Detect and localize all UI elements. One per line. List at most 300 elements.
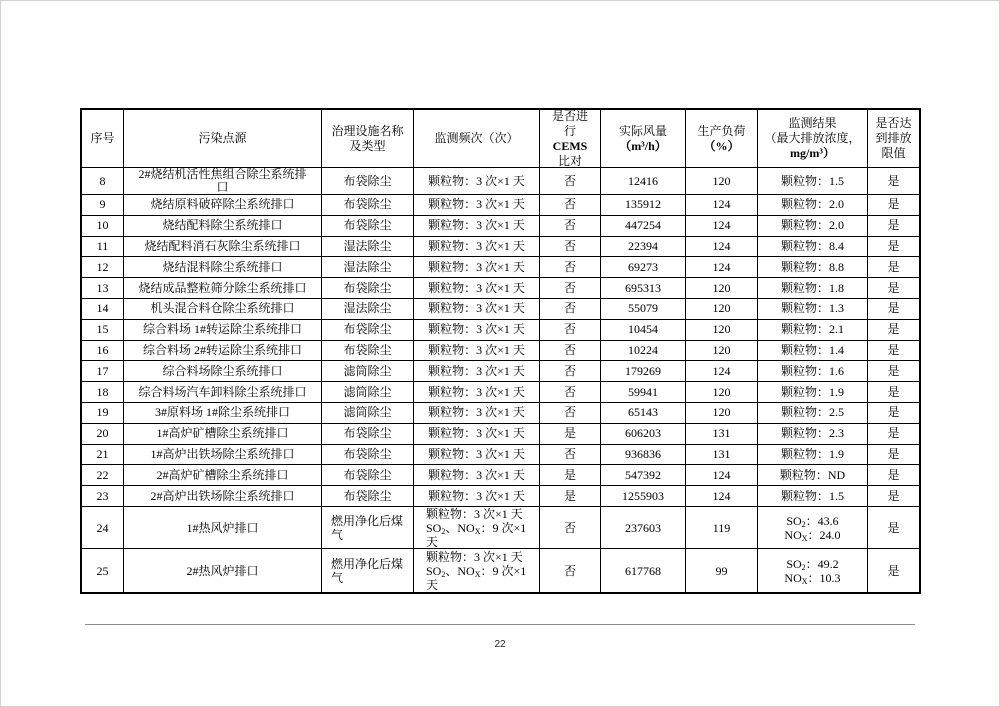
table-row [82,465,919,486]
cell-facility [322,361,414,381]
table-row [82,195,919,216]
cell-text: 颗粒物：3 次×1 天 [428,280,525,295]
header-line: CEMS [552,138,588,153]
cell-text: 是 [887,197,900,212]
text-segment: NO [784,570,802,585]
cell-text: 124 [712,259,731,274]
text-segment: 、NO [445,563,475,578]
cell-text: 606203 [625,426,661,441]
subscript: 2 [801,519,806,529]
cell-text: 124 [712,488,731,503]
cell-text: 布袋除尘 [343,426,392,441]
cell-compliant [868,299,919,319]
cell-text: 否 [563,405,576,420]
cell-load [686,361,758,381]
cell-line [786,514,838,528]
cell-text: 59941 [628,384,658,399]
cell-source [124,278,322,298]
cell-compliant [868,549,919,592]
cell-line [784,528,840,542]
cell-text: 是 [887,446,900,461]
cell-airflow [601,486,686,506]
cell-text: 机头混合料仓除尘系统排口 [150,301,295,316]
cell-text: 颗粒物：3 次×1 天 [428,363,525,378]
cell-result [758,168,868,194]
cell-text: 20 [96,426,109,441]
cell-result [758,465,868,485]
cell-airflow [601,341,686,361]
cell-text: 237603 [625,520,661,535]
cell-source [124,237,322,257]
subscript: 2 [441,569,446,579]
cell-load [686,549,758,592]
cell-facility [322,341,414,361]
cell-text: 是 [887,238,900,253]
subscript: X [474,569,481,579]
cell-frequency [414,168,540,194]
cell-text: 10454 [628,322,658,337]
cell-load [686,195,758,215]
cell-seq [82,465,124,485]
header-line: 生产负荷 [697,123,746,138]
cell-source [124,403,322,423]
cell-cems [540,361,601,381]
cell-text: 119 [712,520,731,535]
cell-line [784,571,840,585]
cell-text: 布袋除尘 [343,488,392,503]
cell-text: 120 [712,384,731,399]
cell-text: 烧结配料除尘系统排口 [162,218,283,233]
cell-cems [540,341,601,361]
cell-load [686,320,758,340]
cell-text: 烧结原料破碎除尘系统排口 [150,197,295,212]
cell-cems [540,507,601,549]
cell-text: 是 [887,342,900,357]
cell-text: 124 [712,467,731,482]
cell-source [124,299,322,319]
cell-text: 131 [712,426,731,441]
cell-airflow [601,168,686,194]
cell-compliant [868,445,919,465]
cell-text: 否 [563,446,576,461]
header-line: （最大排放浓度， [764,131,861,145]
cell-frequency [414,507,540,549]
cell-text: 湿法除尘 [343,238,392,253]
cell-seq [82,486,124,506]
cell-text: 颗粒物：3 次×1 天 [428,197,525,212]
text-segment: SO [426,520,442,535]
cell-compliant [868,320,919,340]
cell-seq [82,168,124,194]
cell-seq [82,549,124,592]
cell-text: 120 [712,322,731,337]
cell-seq [82,237,124,257]
cell-text: 布袋除尘 [343,197,392,212]
text-segment: SO [786,513,802,528]
cell-text: 是 [887,488,900,503]
cell-text: 否 [563,363,576,378]
cell-frequency [414,361,540,381]
cell-seq [82,216,124,236]
cell-source [124,341,322,361]
cell-text: 否 [563,563,576,578]
header-line: 到排放 [875,131,912,145]
cell-line: 天 [426,534,439,549]
cell-text: 1#高炉矿槽除尘系统排口 [156,426,289,441]
cell-text: 99 [715,563,728,578]
cell-text: 10 [96,218,109,233]
cell-text: 12 [96,259,109,274]
cell-load [686,216,758,236]
cell-line: 颗粒物：3 次×1 天 [426,549,523,564]
cell-load [686,168,758,194]
cell-text: 是 [887,520,900,535]
cell-text: 否 [563,301,576,316]
text-segment: ：24.0 [807,527,841,542]
cell-cems [540,195,601,215]
cell-frequency [414,341,540,361]
cell-text: 颗粒物：2.0 [780,197,844,212]
cell-airflow [601,195,686,215]
cell-facility [322,168,414,194]
cell-text: 颗粒物：ND [779,467,846,482]
cell-result [758,507,868,549]
cell-text: 1#热风炉排口 [186,520,259,535]
cell-text: 17 [96,363,109,378]
cell-text: 颗粒物：3 次×1 天 [428,384,525,399]
cell-text: 16 [96,342,109,357]
cell-text: 湿法除尘 [343,259,392,274]
header-line: （%） [703,138,740,153]
cell-text: 颗粒物：1.9 [780,384,844,399]
cell-text: 否 [563,259,576,274]
cell-text: 湿法除尘 [343,301,392,316]
cell-text: 8 [99,173,106,188]
cell-seq [82,361,124,381]
cell-text: 124 [712,197,731,212]
table-row [82,403,919,424]
cell-load [686,257,758,277]
table-row [82,486,919,507]
cell-airflow [601,507,686,549]
cell-text: 颗粒物：2.3 [780,426,844,441]
table-row [82,216,919,237]
cell-text: 综合料场除尘系统排口 [162,363,283,378]
text-segment: 、NO [445,520,475,535]
table-row [82,382,919,403]
cell-text: 是 [887,280,900,295]
cell-facility [322,549,414,592]
cell-result [758,299,868,319]
cell-text: 否 [563,238,576,253]
cell-load [686,382,758,402]
cell-source [124,507,322,549]
cell-result [758,216,868,236]
cell-source [124,445,322,465]
text-segment: NO [784,527,802,542]
cell-text: 烧结混料除尘系统排口 [162,259,283,274]
cell-load [686,486,758,506]
cell-facility [322,237,414,257]
cell-load [686,341,758,361]
cell-text: 13 [96,280,109,295]
cell-compliant [868,507,919,549]
cell-facility [322,382,414,402]
cell-airflow [601,299,686,319]
cell-text: 颗粒物：3 次×1 天 [428,405,525,420]
cell-facility [322,195,414,215]
cell-cems [540,299,601,319]
cell-cems [540,486,601,506]
cell-facility [322,320,414,340]
cell-text: 颗粒物：8.4 [780,238,844,253]
header-line: 限值 [881,146,906,160]
cell-text: 颗粒物：1.4 [780,342,844,357]
cell-text: 颗粒物：3 次×1 天 [428,238,525,253]
cell-frequency [414,382,540,402]
cell-result [758,237,868,257]
cell-compliant [868,361,919,381]
cell-compliant [868,403,919,423]
text-segment: ：9 次×1 [480,563,527,578]
cell-text: 135912 [625,197,661,212]
cell-text: 颗粒物：2.1 [780,322,844,337]
cell-compliant [868,278,919,298]
cell-text: 综合料场汽车卸料除尘系统排口 [138,384,307,399]
cell-line: 口 [216,180,229,194]
header-line: 监测频次（次） [434,131,519,145]
cell-facility [322,445,414,465]
cell-source [124,216,322,236]
cell-text: 120 [712,280,731,295]
cell-text: 颗粒物：1.8 [780,280,844,295]
cell-text: 颗粒物：1.5 [780,488,844,503]
cell-text: 布袋除尘 [343,280,392,295]
cell-frequency [414,549,540,592]
cell-text: 布袋除尘 [343,322,392,337]
cell-line: 颗粒物：3 次×1 天 [426,506,523,521]
cell-cems [540,237,601,257]
cell-airflow [601,361,686,381]
cell-line: 燃用净化后煤 [331,513,404,528]
text-segment: ：43.6 [805,513,839,528]
table-body [82,168,919,592]
subscript: X [801,576,808,586]
cell-cems [540,382,601,402]
cell-source [124,465,322,485]
cell-text: 15 [96,322,109,337]
cell-source [124,424,322,444]
cell-frequency [414,465,540,485]
cell-result [758,361,868,381]
cell-text: 否 [563,384,576,399]
text-segment: ：10.3 [807,570,841,585]
cell-text: 25 [96,563,109,578]
table-row [82,549,919,592]
cell-frequency [414,278,540,298]
table-row [82,320,919,341]
cell-result [758,278,868,298]
cell-text: 烧结成品整粒筛分除尘系统排口 [138,280,307,295]
cell-text: 综合料场 1#转运除尘系统排口 [142,322,302,337]
header-compliant [868,110,919,167]
cell-compliant [868,216,919,236]
cell-seq [82,403,124,423]
cell-text: 936836 [625,446,661,461]
header-frequency [414,110,540,167]
cell-text: 19 [96,405,109,420]
cell-facility [322,216,414,236]
text-segment: ：9 次×1 [480,520,527,535]
cell-text: 颗粒物：2.5 [780,405,844,420]
cell-text: 124 [712,363,731,378]
cell-text: 颗粒物：8.8 [780,259,844,274]
header-line: 监测结果 [788,116,837,130]
cell-frequency [414,257,540,277]
cell-text: 23 [96,488,109,503]
cell-source [124,320,322,340]
cell-airflow [601,403,686,423]
cell-text: 3#原料场 1#除尘系统排口 [154,405,290,420]
cell-line [426,564,526,578]
cell-text: 22 [96,467,109,482]
cell-text: 否 [563,322,576,337]
cell-cems [540,445,601,465]
cell-text: 120 [712,405,731,420]
cell-text: 布袋除尘 [343,218,392,233]
table-row [82,341,919,362]
cell-compliant [868,486,919,506]
cell-source [124,195,322,215]
subscript: X [474,526,481,536]
cell-cems [540,465,601,485]
text-segment: ：49.2 [805,556,839,571]
cell-text: 滤筒除尘 [343,384,392,399]
cell-text: 9 [99,197,106,212]
cell-line: 燃用净化后煤 [331,556,404,571]
cell-facility [322,507,414,549]
cell-seq [82,195,124,215]
cell-line: 气 [331,570,344,585]
cell-text: 布袋除尘 [343,342,392,357]
header-line: 治理设施名称 [331,123,404,138]
table-row [82,278,919,299]
cell-source [124,257,322,277]
cell-text: 2#高炉出铁场除尘系统排口 [150,488,295,503]
cell-text: 10224 [628,342,658,357]
cell-frequency [414,403,540,423]
cell-compliant [868,237,919,257]
cell-text: 布袋除尘 [343,173,392,188]
cell-airflow [601,465,686,485]
cell-text: 滤筒除尘 [343,405,392,420]
table-row [82,507,919,550]
cell-frequency [414,486,540,506]
cell-load [686,445,758,465]
header-result [758,110,868,167]
cell-result [758,445,868,465]
cell-airflow [601,216,686,236]
cell-airflow [601,257,686,277]
cell-facility [322,257,414,277]
cell-result [758,403,868,423]
cell-text: 颗粒物：3 次×1 天 [428,426,525,441]
cell-text: 11 [96,238,109,253]
cell-text: 是 [887,405,900,420]
cell-airflow [601,278,686,298]
cell-text: 120 [712,301,731,316]
cell-text: 是 [887,322,900,337]
cell-source [124,486,322,506]
cell-text: 颗粒物：3 次×1 天 [428,467,525,482]
cell-cems [540,424,601,444]
table-row [82,361,919,382]
cell-compliant [868,382,919,402]
cell-text: 否 [563,218,576,233]
cell-facility [322,465,414,485]
cell-text: 颗粒物：2.0 [780,218,844,233]
subscript: 2 [801,562,806,572]
cell-text: 颗粒物：1.9 [780,446,844,461]
cell-cems [540,320,601,340]
cell-seq [82,507,124,549]
cell-frequency [414,237,540,257]
header-line: （m³/h） [619,138,667,153]
cell-text: 120 [712,342,731,357]
cell-text: 是 [887,301,900,316]
cell-source [124,168,322,194]
cell-cems [540,168,601,194]
header-line: 比对 [557,153,582,168]
table-row [82,168,919,195]
cell-text: 124 [712,238,731,253]
header-line: mg/m³） [790,146,835,160]
cell-seq [82,341,124,361]
cell-text: 颗粒物：3 次×1 天 [428,446,525,461]
cell-text: 447254 [625,218,661,233]
cell-text: 颗粒物：3 次×1 天 [428,488,525,503]
cell-load [686,465,758,485]
cell-frequency [414,299,540,319]
cell-text: 65143 [628,405,658,420]
header-load [686,110,758,167]
cell-cems [540,257,601,277]
cell-text: 是 [887,363,900,378]
cell-text: 是 [563,488,576,503]
cell-text: 颗粒物：3 次×1 天 [428,259,525,274]
cell-cems [540,549,601,592]
cell-seq [82,320,124,340]
cell-text: 是 [887,259,900,274]
cell-cems [540,403,601,423]
cell-airflow [601,382,686,402]
cell-frequency [414,445,540,465]
table-row [82,237,919,258]
cell-text: 颗粒物：3 次×1 天 [428,173,525,188]
cell-text: 547392 [625,467,661,482]
table-header-row [82,110,919,168]
cell-load [686,237,758,257]
cell-load [686,278,758,298]
cell-load [686,507,758,549]
cell-text: 69273 [628,259,658,274]
cell-text: 否 [563,342,576,357]
subscript: X [801,533,808,543]
header-line: 是否达 [875,116,912,130]
cell-text: 131 [712,446,731,461]
header-seq [82,110,124,167]
cell-text: 55079 [628,301,658,316]
